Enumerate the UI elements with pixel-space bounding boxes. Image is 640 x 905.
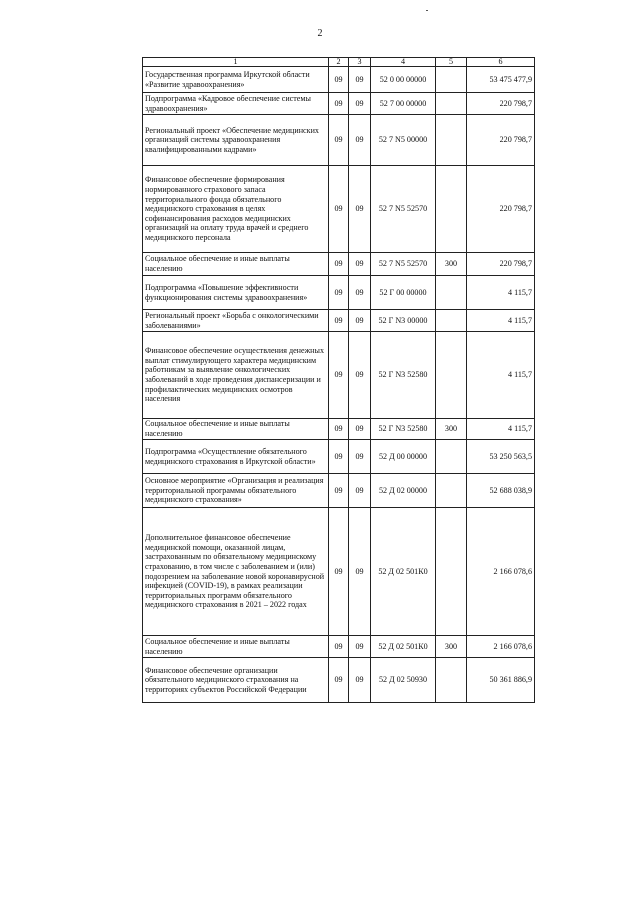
row-name-cell: Финансовое обеспечение осуществления денежных выплат стимулирующего характера медицинским работникам за выявление онкологических заболеваний в ходе проведения диспансеризации и профилактических медицинских осмотров населения	[143, 332, 329, 419]
header-col-5: 5	[436, 58, 467, 67]
amount-cell: 53 475 477,9	[467, 67, 535, 93]
target-article-cell: 52 7 N5 00000	[371, 115, 436, 166]
row-name-cell: Дополнительное финансовое обеспечение медицинской помощи, оказанной лицам, застрахованным по обязательному медицинскому страхованию, в том числе с заболеванием и (или) подозрением на заболевание новой коронавирусной инфекцией (COVID-19), в рамках реализации территориальных программ обязательного медицинского страхования в 2021 – 2022 годах	[143, 508, 329, 636]
section-code-cell: 09	[329, 332, 349, 419]
expense-type-cell	[436, 332, 467, 419]
table-row	[143, 332, 535, 419]
table-row	[143, 419, 535, 440]
row-name-cell: Финансовое обеспечение формирования нормированного страхового запаса территориального фонда обязательного медицинского страхования в целях софинансирования расходов медицинских организаций на оплату труда врачей и среднего медицинского персонала	[143, 166, 329, 253]
expense-type-cell: 300	[436, 636, 467, 658]
expense-type-cell	[436, 93, 467, 115]
row-name-cell: Финансовое обеспечение организации обязательного медицинского страхования на территориях субъектов Российской Федерации	[143, 658, 329, 703]
amount-cell: 52 688 038,9	[467, 474, 535, 508]
subsection-code-cell: 09	[349, 115, 371, 166]
row-name-cell: Подпрограмма «Кадровое обеспечение системы здравоохранения»	[143, 93, 329, 115]
target-article-cell: 52 Д 00 00000	[371, 440, 436, 474]
amount-cell: 4 115,7	[467, 276, 535, 310]
expense-type-cell: 300	[436, 419, 467, 440]
amount-cell: 220 798,7	[467, 93, 535, 115]
section-code-cell: 09	[329, 636, 349, 658]
expense-type-cell	[436, 67, 467, 93]
expense-type-cell	[436, 474, 467, 508]
amount-cell: 53 250 563,5	[467, 440, 535, 474]
amount-cell: 50 361 886,9	[467, 658, 535, 703]
table-row	[143, 115, 535, 166]
expense-type-cell	[436, 310, 467, 332]
header-col-1: 1	[143, 58, 329, 67]
subsection-code-cell: 09	[349, 508, 371, 636]
row-name-cell: Региональный проект «Борьба с онкологическими заболеваниями»	[143, 310, 329, 332]
subsection-code-cell: 09	[349, 440, 371, 474]
table-row	[143, 440, 535, 474]
table-row	[143, 166, 535, 253]
expense-type-cell	[436, 508, 467, 636]
target-article-cell: 52 Г N3 52580	[371, 332, 436, 419]
amount-cell: 4 115,7	[467, 332, 535, 419]
expense-type-cell	[436, 166, 467, 253]
amount-cell: 2 166 078,6	[467, 508, 535, 636]
section-code-cell: 09	[329, 440, 349, 474]
row-name-cell: Основное мероприятие «Организация и реализация территориальной программы обязательного медицинского страхования»	[143, 474, 329, 508]
target-article-cell: 52 0 00 00000	[371, 67, 436, 93]
scan-speck	[426, 10, 428, 11]
row-name-cell: Социальное обеспечение и иные выплаты населению	[143, 636, 329, 658]
row-name-cell: Региональный проект «Обеспечение медицинских организаций системы здравоохранения квалифицированными кадрами»	[143, 115, 329, 166]
target-article-cell: 52 7 00 00000	[371, 93, 436, 115]
section-code-cell: 09	[329, 253, 349, 276]
section-code-cell: 09	[329, 67, 349, 93]
table-row	[143, 636, 535, 658]
budget-table	[142, 57, 535, 703]
header-col-2: 2	[329, 58, 349, 67]
row-name-cell: Социальное обеспечение и иные выплаты населению	[143, 253, 329, 276]
section-code-cell: 09	[329, 508, 349, 636]
table-row	[143, 658, 535, 703]
section-code-cell: 09	[329, 310, 349, 332]
section-code-cell: 09	[329, 115, 349, 166]
subsection-code-cell: 09	[349, 276, 371, 310]
target-article-cell: 52 7 N5 52570	[371, 253, 436, 276]
subsection-code-cell: 09	[349, 93, 371, 115]
amount-cell: 220 798,7	[467, 166, 535, 253]
subsection-code-cell: 09	[349, 658, 371, 703]
amount-cell: 4 115,7	[467, 310, 535, 332]
target-article-cell: 52 Д 02 00000	[371, 474, 436, 508]
page-number: 2	[317, 28, 323, 39]
amount-cell: 220 798,7	[467, 115, 535, 166]
header-row	[143, 58, 535, 67]
section-code-cell: 09	[329, 166, 349, 253]
section-code-cell: 09	[329, 658, 349, 703]
budget-table-body	[143, 58, 535, 703]
target-article-cell: 52 Г N3 00000	[371, 310, 436, 332]
target-article-cell: 52 Д 02 501К0	[371, 508, 436, 636]
section-code-cell: 09	[329, 419, 349, 440]
amount-cell: 220 798,7	[467, 253, 535, 276]
table-row	[143, 93, 535, 115]
subsection-code-cell: 09	[349, 310, 371, 332]
target-article-cell: 52 Д 02 50930	[371, 658, 436, 703]
header-col-6: 6	[467, 58, 535, 67]
table-row	[143, 67, 535, 93]
row-name-cell: Социальное обеспечение и иные выплаты населению	[143, 419, 329, 440]
subsection-code-cell: 09	[349, 474, 371, 508]
expense-type-cell: 300	[436, 253, 467, 276]
row-name-cell: Подпрограмма «Осуществление обязательного медицинского страхования в Иркутской области»	[143, 440, 329, 474]
section-code-cell: 09	[329, 93, 349, 115]
amount-cell: 2 166 078,6	[467, 636, 535, 658]
row-name-cell: Государственная программа Иркутской области «Развитие здравоохранения»	[143, 67, 329, 93]
amount-cell: 4 115,7	[467, 419, 535, 440]
subsection-code-cell: 09	[349, 166, 371, 253]
table-row	[143, 508, 535, 636]
expense-type-cell	[436, 115, 467, 166]
subsection-code-cell: 09	[349, 67, 371, 93]
target-article-cell: 52 Г 00 00000	[371, 276, 436, 310]
header-col-3: 3	[349, 58, 371, 67]
row-name-cell: Подпрограмма «Повышение эффективности функционирования системы здравоохранения»	[143, 276, 329, 310]
table-row	[143, 474, 535, 508]
table-row	[143, 276, 535, 310]
table-row	[143, 253, 535, 276]
section-code-cell: 09	[329, 276, 349, 310]
expense-type-cell	[436, 276, 467, 310]
section-code-cell: 09	[329, 474, 349, 508]
subsection-code-cell: 09	[349, 253, 371, 276]
target-article-cell: 52 Г N3 52580	[371, 419, 436, 440]
target-article-cell: 52 Д 02 501К0	[371, 636, 436, 658]
subsection-code-cell: 09	[349, 419, 371, 440]
expense-type-cell	[436, 440, 467, 474]
target-article-cell: 52 7 N5 52570	[371, 166, 436, 253]
table-row	[143, 310, 535, 332]
header-col-4: 4	[371, 58, 436, 67]
expense-type-cell	[436, 658, 467, 703]
subsection-code-cell: 09	[349, 332, 371, 419]
subsection-code-cell: 09	[349, 636, 371, 658]
